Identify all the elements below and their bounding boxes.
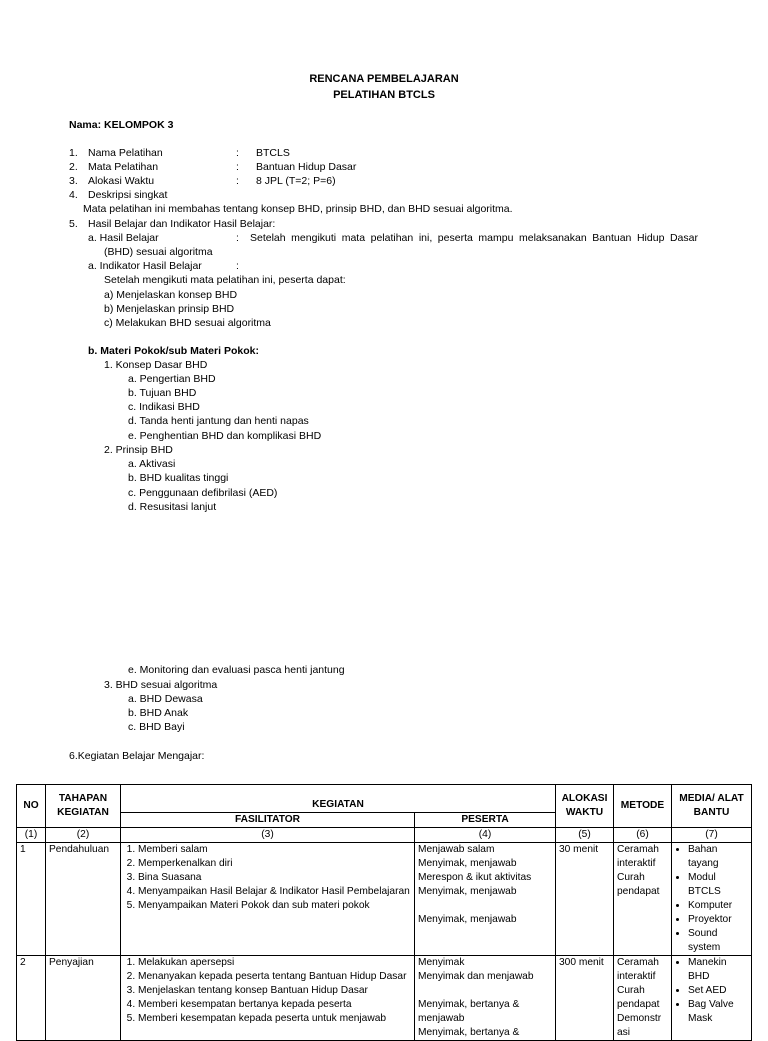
description-text: Mata pelatihan ini membahas tentang konsep BHD, prinsip BHD, dan BHD sesuai algoritma.	[83, 203, 513, 215]
info-value: BTCLS	[256, 147, 290, 159]
materi-subtopic: b. BHD kualitas tinggi	[128, 472, 229, 484]
fasilitator-step: 2. Memperkenalkan diri	[138, 857, 411, 871]
section-number: 5.	[69, 218, 78, 230]
header-metode: METODE	[614, 785, 672, 828]
metode-line: interaktif	[617, 971, 656, 982]
column-number: (3)	[121, 828, 415, 843]
indicator-item: b) Menjelaskan prinsip BHD	[104, 303, 235, 315]
row-fasilitator	[121, 956, 415, 1041]
column-number: (2)	[46, 828, 121, 843]
fasilitator-step: 5. Memberi kesempatan kepada peserta untuk menjawab	[138, 1012, 411, 1026]
column-number: (1)	[17, 828, 46, 843]
materi-topic: 2. Prinsip BHD	[104, 444, 173, 456]
media-item: • Proyektor	[688, 913, 748, 927]
column-number: (5)	[556, 828, 614, 843]
peserta-line: Menyimak, bertanya &	[418, 999, 520, 1010]
metode-line: pendapat	[617, 999, 660, 1010]
peserta-line: Menyimak, bertanya &	[418, 1027, 520, 1038]
fasilitator-step: 1. Memberi salam	[138, 843, 411, 857]
peserta-line: Menyimak dan menjawab	[418, 971, 534, 982]
materi-subtopic: a. Pengertian BHD	[128, 373, 216, 385]
materi-heading: b. Materi Pokok/sub Materi Pokok:	[88, 345, 259, 357]
materi-subtopic: b. Tujuan BHD	[128, 387, 197, 399]
info-number: 4.	[69, 189, 78, 201]
materi-subtopic: e. Monitoring dan evaluasi pasca henti jantung	[128, 664, 345, 676]
info-number: 2.	[69, 161, 78, 173]
fasilitator-step: 4. Menyampaikan Hasil Belajar & Indikator Hasil Pembelajaran	[138, 885, 411, 899]
header-alokasi: ALOKASI WAKTU	[556, 785, 614, 828]
header-kegiatan: KEGIATAN	[121, 785, 556, 813]
info-label: Deskripsi singkat	[88, 189, 168, 201]
materi-subtopic: a. Aktivasi	[128, 458, 176, 470]
row-peserta	[415, 843, 556, 956]
outcome-separator: :	[236, 232, 239, 244]
materi-subtopic: d. Resusitasi lanjut	[128, 501, 217, 513]
table-row	[17, 843, 752, 956]
materi-subtopic: c. Penggunaan defibrilasi (AED)	[128, 487, 278, 499]
info-label: Alokasi Waktu	[88, 175, 155, 187]
materi-subtopic: c. Indikasi BHD	[128, 401, 200, 413]
materi-subtopic: d. Tanda henti jantung dan henti napas	[128, 415, 309, 427]
peserta-line	[418, 984, 552, 998]
kegiatan-title: 6.Kegiatan Belajar Mengajar:	[69, 750, 205, 762]
outcome-text: Setelah mengikuti mata pelatihan ini, peserta mampu melaksanakan Bantuan Hidup Dasar	[250, 232, 698, 244]
column-number: (7)	[672, 828, 752, 843]
info-number: 3.	[69, 175, 78, 187]
metode-line: Ceramah	[617, 957, 659, 968]
activity-table	[16, 784, 752, 1041]
indicator-intro: Setelah mengikuti mata pelatihan ini, peserta dapat:	[104, 274, 346, 286]
peserta-line: Merespon & ikut aktivitas	[418, 872, 532, 883]
metode-line: interaktif	[617, 858, 656, 869]
info-number: 1.	[69, 147, 78, 159]
document-subtitle: PELATIHAN BTCLS	[333, 89, 435, 101]
peserta-line: Menyimak, menjawab	[418, 858, 517, 869]
peserta-line: Menyimak, menjawab	[418, 914, 517, 925]
peserta-line: Menyimak, menjawab	[418, 886, 517, 897]
outcome-label: a. Hasil Belajar	[88, 232, 159, 244]
materi-topic: 3. BHD sesuai algoritma	[104, 679, 218, 691]
media-item: • Bag Valve Mask	[688, 998, 748, 1026]
header-tahapan: TAHAPAN KEGIATAN	[46, 785, 121, 828]
indicator-separator: :	[236, 260, 239, 272]
outcome-text-cont: (BHD) sesuai algoritma	[104, 246, 213, 258]
row-alokasi: 300 menit	[556, 956, 614, 1041]
info-label: Mata Pelatihan	[88, 161, 159, 173]
info-label: Nama Pelatihan	[88, 147, 163, 159]
media-item: • Komputer	[688, 899, 748, 913]
header-fasilitator: FASILITATOR	[121, 813, 415, 828]
metode-line: Curah	[617, 985, 645, 996]
group-name: Nama: KELOMPOK 3	[69, 119, 174, 131]
media-item: • Bahan tayang	[688, 843, 748, 871]
info-value: 8 JPL (T=2; P=6)	[256, 175, 336, 187]
info-value: Bantuan Hidup Dasar	[256, 161, 357, 173]
metode-line: Demonstr	[617, 1013, 662, 1024]
document-title: RENCANA PEMBELAJARAN	[309, 73, 459, 85]
row-metode	[614, 843, 672, 956]
table-row	[17, 956, 752, 1041]
fasilitator-step: 2. Menanyakan kepada peserta tentang Bantuan Hidup Dasar	[138, 970, 411, 984]
media-item: • Manekin BHD	[688, 956, 748, 984]
column-number: (4)	[415, 828, 556, 843]
materi-subtopic: b. BHD Anak	[128, 707, 189, 719]
row-media	[672, 843, 752, 956]
fasilitator-step: 1. Melakukan apersepsi	[138, 956, 411, 970]
media-item: • Modul BTCLS	[688, 871, 748, 899]
row-peserta	[415, 956, 556, 1041]
materi-subtopic: e. Penghentian BHD dan komplikasi BHD	[128, 430, 322, 442]
fasilitator-step: 3. Bina Suasana	[138, 871, 411, 885]
header-media: MEDIA/ ALAT BANTU	[672, 785, 752, 828]
row-media	[672, 956, 752, 1041]
indicator-item: a) Menjelaskan konsep BHD	[104, 289, 238, 301]
learning-outcome-heading: Hasil Belajar dan Indikator Hasil Belajar:	[88, 218, 276, 230]
row-tahapan: Pendahuluan	[46, 843, 121, 956]
fasilitator-step: 4. Memberi kesempatan bertanya kepada peserta	[138, 998, 411, 1012]
media-item: • Sound system	[688, 927, 748, 955]
metode-line: Ceramah	[617, 844, 659, 855]
row-metode	[614, 956, 672, 1041]
row-no: 1	[17, 843, 46, 956]
row-tahapan: Penyajian	[46, 956, 121, 1041]
info-separator: :	[236, 161, 239, 173]
column-number: (6)	[614, 828, 672, 843]
header-no: NO	[17, 785, 46, 828]
peserta-line: menjawab	[418, 1013, 465, 1024]
indicator-item: c) Melakukan BHD sesuai algoritma	[104, 317, 271, 329]
row-no: 2	[17, 956, 46, 1041]
indicator-label: a. Indikator Hasil Belajar	[88, 260, 202, 272]
materi-topic: 1. Konsep Dasar BHD	[104, 359, 208, 371]
info-separator: :	[236, 175, 239, 187]
metode-line: Curah	[617, 872, 645, 883]
peserta-line: Menyimak	[418, 957, 465, 968]
info-separator: :	[236, 147, 239, 159]
materi-subtopic: a. BHD Dewasa	[128, 693, 203, 705]
materi-subtopic: c. BHD Bayi	[128, 721, 185, 733]
metode-line: asi	[617, 1027, 631, 1038]
fasilitator-step: 5. Menyampaikan Materi Pokok dan sub materi pokok	[138, 899, 411, 913]
fasilitator-step: 3. Menjelaskan tentang konsep Bantuan Hidup Dasar	[138, 984, 411, 998]
row-fasilitator	[121, 843, 415, 956]
peserta-line: Menjawab salam	[418, 844, 495, 855]
row-alokasi: 30 menit	[556, 843, 614, 956]
metode-line: pendapat	[617, 886, 660, 897]
media-item: • Set AED	[688, 984, 748, 998]
peserta-line	[418, 899, 552, 913]
header-peserta: PESERTA	[415, 813, 556, 828]
